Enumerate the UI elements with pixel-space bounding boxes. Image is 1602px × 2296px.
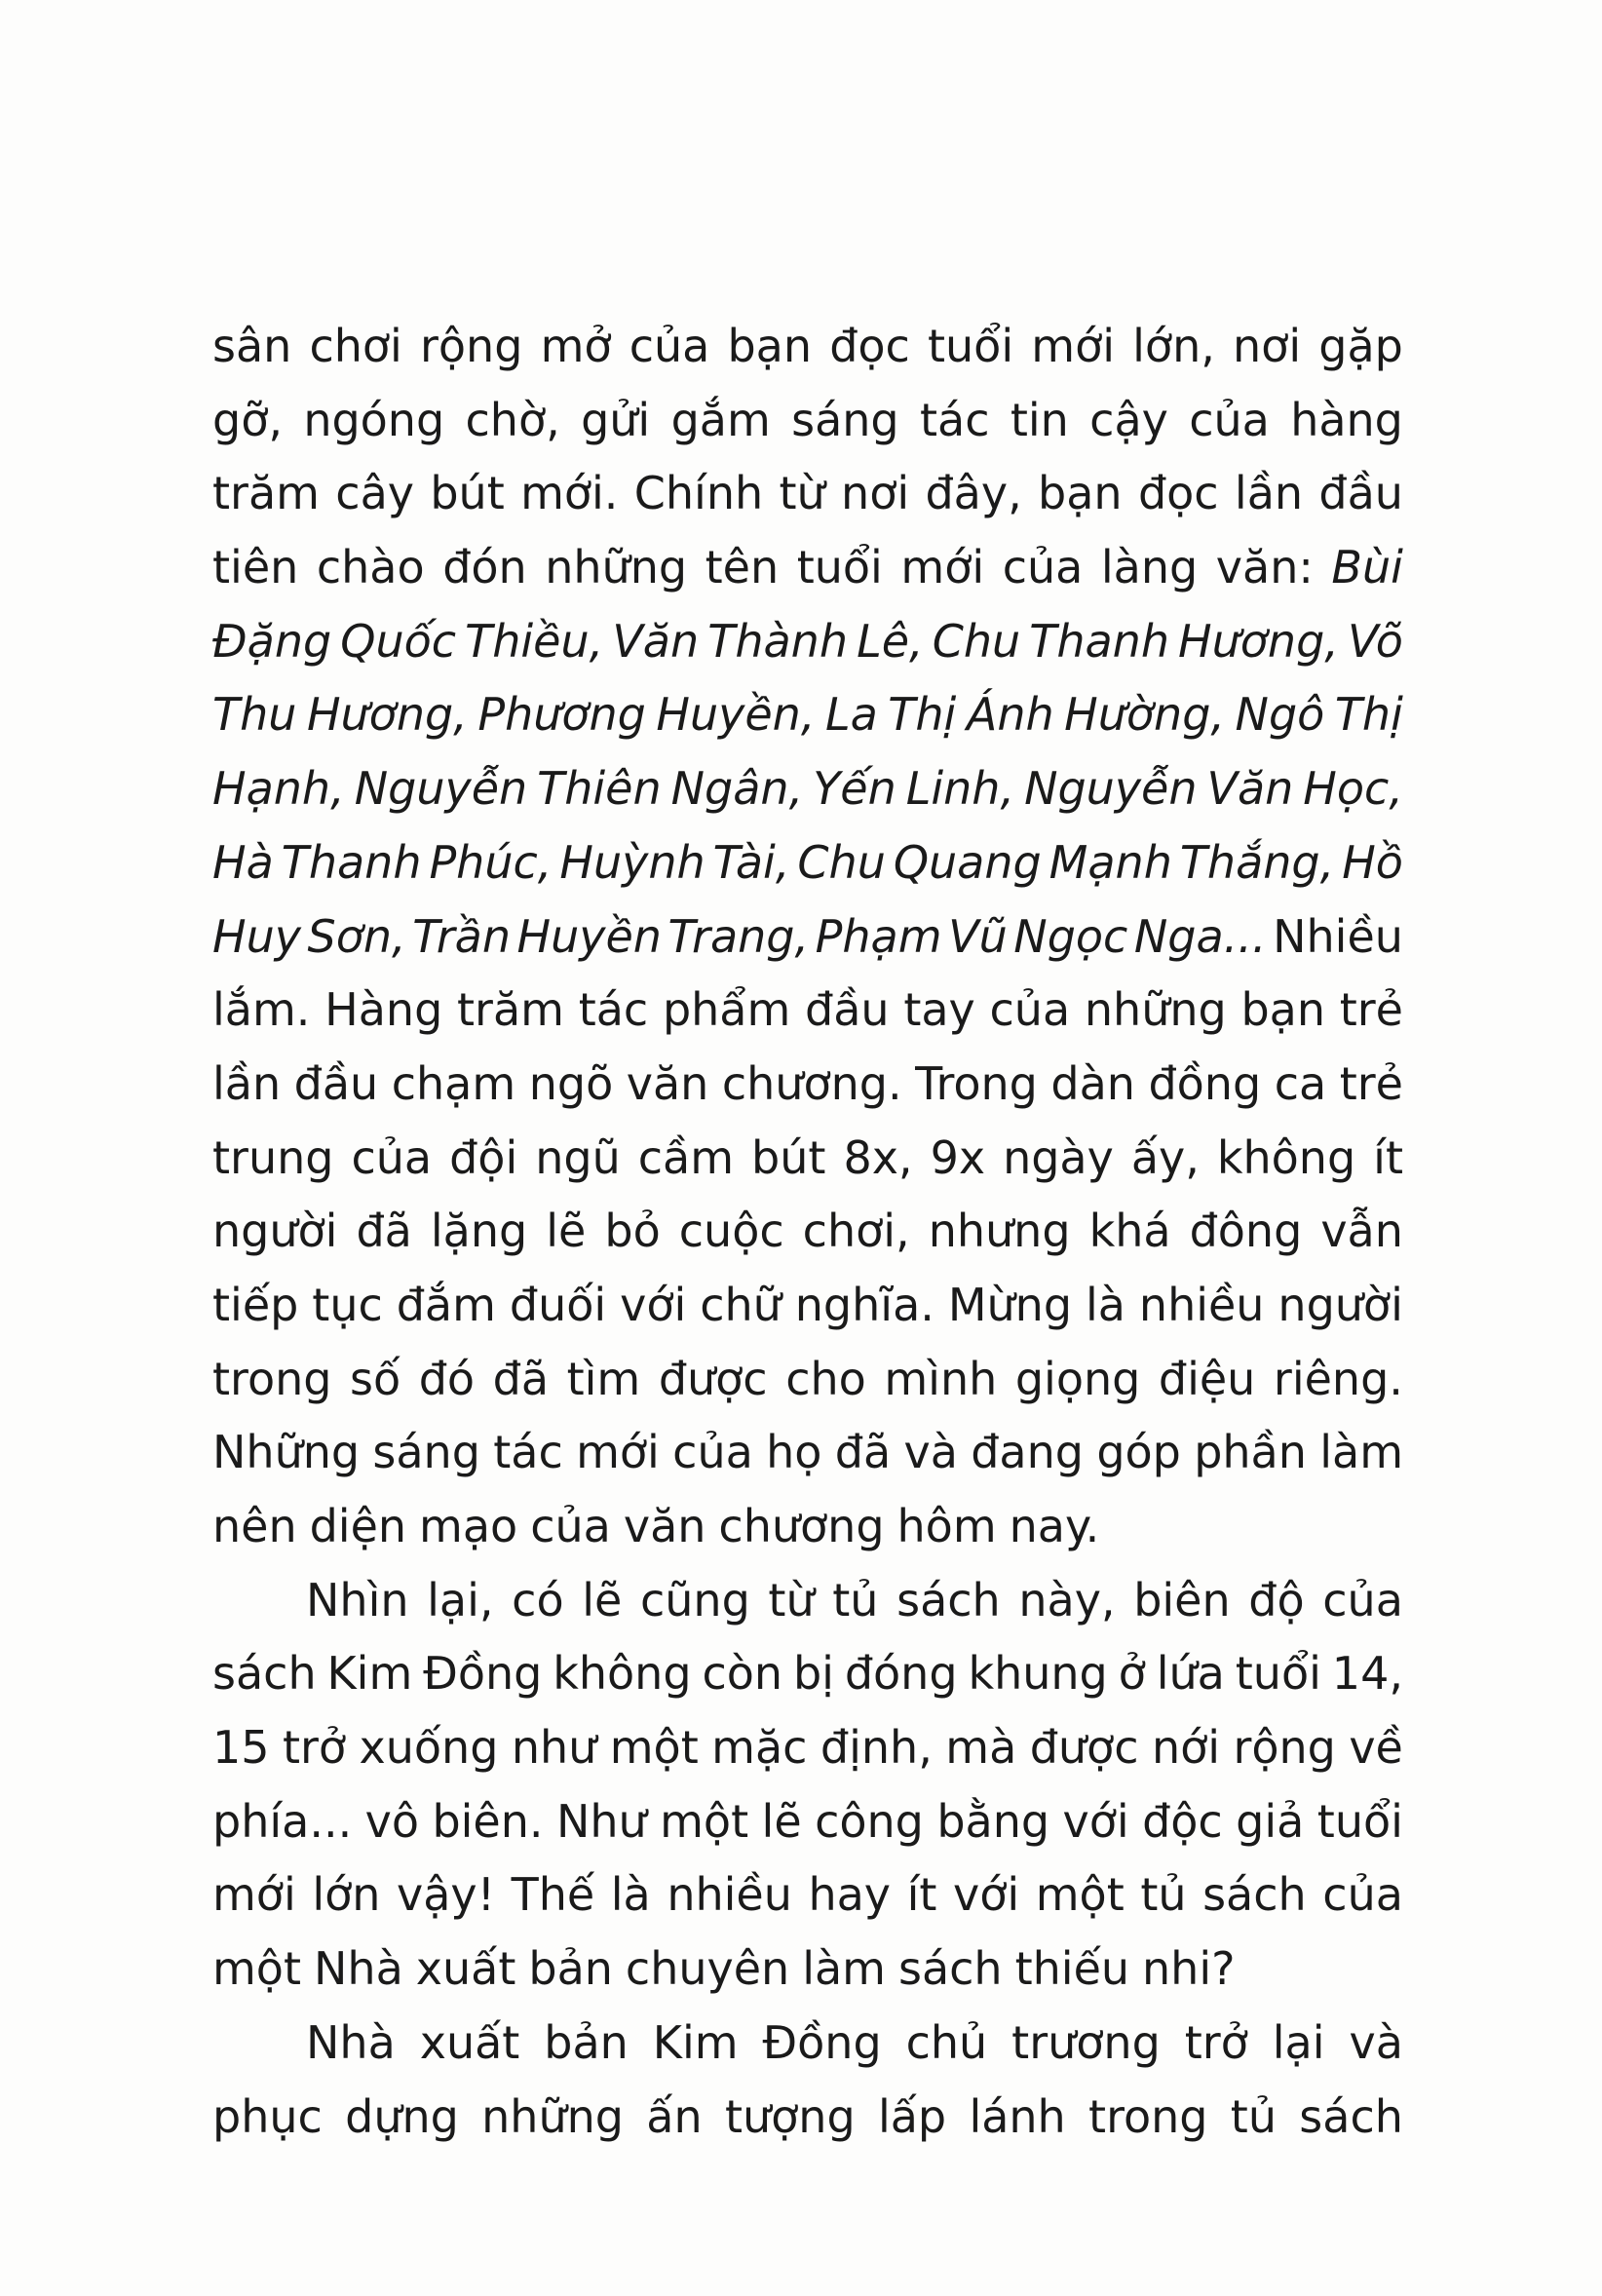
word: đầu bbox=[293, 1056, 379, 1110]
word: Như bbox=[555, 1794, 647, 1848]
word: trở bbox=[282, 1721, 347, 1775]
word: trung bbox=[212, 1130, 334, 1184]
word: tuổi bbox=[796, 541, 883, 594]
word: hàng bbox=[1290, 393, 1403, 446]
word: với bbox=[620, 1278, 687, 1331]
word: độc bbox=[1142, 1794, 1223, 1848]
word: Thế bbox=[511, 1868, 595, 1922]
word: chào bbox=[316, 541, 425, 594]
italic-word: Chu bbox=[797, 835, 886, 889]
word: diện bbox=[309, 1500, 407, 1552]
word: Nhìn bbox=[306, 1573, 409, 1626]
word: ca bbox=[1274, 1056, 1327, 1110]
word: lứa bbox=[1156, 1647, 1225, 1701]
word: trăm bbox=[457, 983, 564, 1037]
word: gửi bbox=[581, 393, 651, 446]
text-line bbox=[212, 1048, 1403, 1122]
word: lắm. bbox=[212, 983, 311, 1037]
word: được bbox=[1029, 1721, 1139, 1775]
word: sách bbox=[1299, 2089, 1403, 2143]
word: 14, bbox=[1331, 1647, 1403, 1701]
italic-word: Thành bbox=[707, 614, 848, 668]
word: cây bbox=[335, 467, 414, 520]
word: bản bbox=[528, 1942, 613, 1996]
italic-word: Phạm bbox=[815, 909, 942, 963]
word: người bbox=[212, 1205, 338, 1258]
word: nới bbox=[1151, 1721, 1221, 1775]
word: Kim bbox=[326, 1647, 413, 1701]
italic-word: Ngọc bbox=[1013, 909, 1128, 963]
word: Kim bbox=[652, 2015, 739, 2069]
word: ấy, bbox=[1130, 1130, 1200, 1184]
text-line bbox=[212, 605, 1403, 679]
word: nơi bbox=[1233, 320, 1302, 372]
word: tiếp bbox=[212, 1278, 299, 1331]
word: ngũ bbox=[535, 1130, 621, 1184]
word: hay bbox=[808, 1868, 892, 1922]
word: định, bbox=[820, 1721, 933, 1775]
word: Những bbox=[212, 1426, 361, 1479]
italic-word: Huyền bbox=[516, 909, 662, 963]
word: về bbox=[1349, 1721, 1403, 1775]
text-line bbox=[212, 531, 1403, 605]
word: tìm bbox=[566, 1352, 641, 1405]
word: vẫn bbox=[1320, 1205, 1403, 1258]
text-line bbox=[212, 1932, 1403, 2007]
word: gặp bbox=[1318, 320, 1403, 372]
text-line bbox=[212, 384, 1403, 458]
word: nay. bbox=[1009, 1500, 1100, 1552]
italic-word: Huy bbox=[212, 909, 301, 963]
word: đắm bbox=[396, 1278, 496, 1331]
word: đông bbox=[1189, 1205, 1303, 1258]
italic-word: Mạnh bbox=[1049, 835, 1172, 889]
word: lại, bbox=[427, 1573, 494, 1626]
text-line bbox=[212, 900, 1403, 975]
word: cũng bbox=[639, 1573, 750, 1626]
word: của bbox=[1189, 393, 1270, 446]
word: lẽ bbox=[546, 1205, 587, 1258]
word: chờ, bbox=[465, 393, 560, 446]
word: là bbox=[1086, 1278, 1125, 1331]
text-line bbox=[212, 1122, 1403, 1196]
word: của bbox=[989, 983, 1071, 1037]
italic-word: Thị bbox=[1334, 688, 1403, 742]
word: của bbox=[629, 320, 710, 372]
word: mới bbox=[1031, 320, 1115, 372]
word: tin bbox=[1010, 393, 1069, 446]
word: ngóng bbox=[303, 393, 445, 446]
word: xuất bbox=[419, 2015, 520, 2069]
word: tượng bbox=[724, 2089, 856, 2143]
word: được bbox=[658, 1352, 768, 1405]
word: ít bbox=[1373, 1130, 1403, 1184]
word: chơi, bbox=[802, 1205, 910, 1258]
italic-word: Sơn, bbox=[307, 909, 406, 963]
word: rộng bbox=[1233, 1721, 1336, 1775]
text-line bbox=[212, 1269, 1403, 1343]
word: một bbox=[212, 1942, 301, 1996]
word: đội bbox=[449, 1130, 518, 1184]
word: của bbox=[1322, 1573, 1403, 1626]
word: lặng bbox=[430, 1205, 528, 1258]
word: 15 bbox=[212, 1721, 270, 1775]
italic-word: Thắng, bbox=[1179, 835, 1335, 889]
word: Đồng bbox=[423, 1647, 543, 1701]
word: bạn bbox=[1038, 467, 1123, 520]
word: công bbox=[815, 1794, 924, 1848]
word: bạn bbox=[1240, 983, 1325, 1037]
italic-word: Ngân, bbox=[670, 762, 804, 816]
word: tên bbox=[705, 541, 780, 594]
word: không bbox=[1216, 1130, 1356, 1184]
italic-word: Thị bbox=[888, 688, 957, 742]
word: ít bbox=[906, 1868, 937, 1922]
word: thiếu bbox=[1014, 1942, 1130, 1996]
word: đang bbox=[971, 1426, 1084, 1479]
italic-word: Quang bbox=[893, 835, 1042, 889]
word: làm bbox=[802, 1942, 886, 1996]
italic-word: Yến bbox=[813, 762, 896, 816]
italic-word: Thiên bbox=[537, 762, 662, 816]
word: mở bbox=[540, 320, 612, 372]
word: Nhà bbox=[314, 1942, 403, 1996]
word: mình bbox=[884, 1352, 998, 1405]
italic-word: Ánh bbox=[966, 688, 1054, 742]
word: cậy bbox=[1089, 393, 1168, 446]
word: Trong bbox=[915, 1056, 1038, 1110]
word: một bbox=[1035, 1868, 1125, 1922]
italic-word: Phúc, bbox=[429, 835, 553, 889]
word: đó bbox=[418, 1352, 476, 1405]
word: một bbox=[609, 1721, 699, 1775]
word: làm bbox=[1319, 1426, 1403, 1479]
word: văn bbox=[626, 1056, 709, 1110]
word: xuống bbox=[359, 1721, 499, 1775]
italic-word: Nguyễn bbox=[354, 762, 528, 816]
word: trẻ bbox=[1339, 983, 1403, 1037]
word: đồng bbox=[1148, 1056, 1262, 1110]
word: số bbox=[350, 1352, 401, 1405]
word: không bbox=[553, 1647, 692, 1701]
word: những bbox=[545, 541, 688, 594]
italic-word: Nguyễn bbox=[1024, 762, 1198, 816]
italic-word: Lê, bbox=[857, 614, 924, 668]
text-line bbox=[212, 1564, 1403, 1638]
word: nhiều bbox=[667, 1868, 792, 1922]
word: tác bbox=[919, 393, 990, 446]
text-line bbox=[212, 1195, 1403, 1269]
word: và bbox=[903, 1426, 958, 1479]
word: bỏ bbox=[604, 1205, 661, 1258]
word: trong bbox=[1088, 2089, 1208, 2143]
word: chơi bbox=[309, 320, 402, 372]
word: tủ bbox=[1230, 2089, 1277, 2143]
word: Chính bbox=[633, 467, 764, 520]
italic-word: Hồ bbox=[1342, 835, 1403, 889]
word: phía... bbox=[212, 1794, 353, 1848]
word: đuối bbox=[509, 1278, 607, 1331]
word: đón bbox=[442, 541, 527, 594]
word: độ bbox=[1248, 1573, 1305, 1626]
word: của bbox=[1322, 1868, 1403, 1922]
word: đầu bbox=[805, 983, 890, 1037]
word: đã bbox=[492, 1352, 550, 1405]
italic-word: Trần bbox=[412, 909, 511, 963]
word: lánh bbox=[969, 2089, 1066, 2143]
word: tác bbox=[578, 983, 649, 1037]
word: dựng bbox=[345, 2089, 459, 2143]
word: với bbox=[953, 1868, 1020, 1922]
word: lần bbox=[1234, 467, 1304, 520]
word: đầu bbox=[1318, 467, 1403, 520]
word: chuyên bbox=[625, 1942, 790, 1996]
word: đây, bbox=[925, 467, 1022, 520]
word: Đồng bbox=[762, 2015, 882, 2069]
word: nhi? bbox=[1142, 1942, 1236, 1996]
word: mới bbox=[900, 541, 985, 594]
word: sáng bbox=[372, 1426, 480, 1479]
word: lớn, bbox=[1132, 320, 1215, 372]
word: người bbox=[1278, 1278, 1403, 1331]
word: nên bbox=[212, 1500, 297, 1552]
word: có bbox=[512, 1573, 564, 1626]
word: phần bbox=[1194, 1426, 1307, 1479]
word: chương bbox=[718, 1500, 885, 1552]
word: bút bbox=[430, 467, 505, 520]
text-line bbox=[212, 1637, 1403, 1711]
word: lớn bbox=[312, 1868, 381, 1922]
word: là bbox=[610, 1868, 651, 1922]
italic-word: Văn bbox=[612, 614, 700, 668]
italic-word: Thu bbox=[212, 688, 297, 742]
word: tuổi bbox=[927, 320, 1014, 372]
word: bị bbox=[792, 1647, 834, 1701]
word: mặc bbox=[711, 1721, 808, 1775]
italic-word: Văn bbox=[1206, 762, 1294, 816]
word: ở bbox=[1118, 1647, 1146, 1701]
word: mạo bbox=[419, 1500, 518, 1552]
text-line bbox=[212, 457, 1403, 531]
word: nhưng bbox=[928, 1205, 1071, 1258]
word: nghĩa. bbox=[794, 1278, 934, 1331]
word: vô bbox=[364, 1794, 420, 1848]
word: ngày bbox=[1003, 1130, 1114, 1184]
word: như bbox=[511, 1721, 597, 1775]
italic-word: Huyền, bbox=[656, 688, 816, 742]
word: nơi bbox=[841, 467, 910, 520]
word: sách bbox=[897, 1942, 1003, 1996]
word: trở bbox=[1184, 2015, 1248, 2069]
word: tủ bbox=[832, 1573, 879, 1626]
word: ấn bbox=[646, 2089, 703, 2143]
word: cầm bbox=[637, 1130, 735, 1184]
word: mà bbox=[945, 1721, 1017, 1775]
italic-word: Quốc bbox=[340, 614, 457, 668]
word: 9x bbox=[930, 1130, 986, 1184]
italic-word: Linh, bbox=[905, 762, 1015, 816]
italic-word: Hà bbox=[212, 835, 274, 889]
word: Hàng bbox=[324, 983, 443, 1037]
italic-word: Thanh bbox=[281, 835, 422, 889]
word: bản bbox=[544, 2015, 629, 2069]
text-line bbox=[212, 752, 1403, 826]
word: riêng. bbox=[1273, 1352, 1403, 1405]
text-line bbox=[212, 826, 1403, 900]
word: xuất bbox=[415, 1942, 516, 1996]
word: từ bbox=[779, 467, 825, 520]
word: phục bbox=[212, 2089, 323, 2143]
word: khung bbox=[968, 1647, 1108, 1701]
word: sáng bbox=[791, 393, 899, 446]
word: tủ bbox=[1140, 1868, 1187, 1922]
word: bút bbox=[751, 1130, 826, 1184]
word: và bbox=[1349, 2015, 1403, 2069]
text-line bbox=[212, 1711, 1403, 1785]
word: sách bbox=[1202, 1868, 1307, 1922]
word: của bbox=[351, 1130, 433, 1184]
word: đã bbox=[834, 1426, 892, 1479]
word: trẻ bbox=[1339, 1056, 1403, 1110]
word: gắm bbox=[670, 393, 771, 446]
italic-word: Trang, bbox=[668, 909, 810, 963]
word: chủ bbox=[905, 2015, 988, 2069]
italic-word: Bùi bbox=[1331, 541, 1403, 594]
italic-word: Hạnh, bbox=[212, 762, 345, 816]
word: sân bbox=[212, 320, 292, 372]
word: cho bbox=[785, 1352, 866, 1405]
text-line bbox=[212, 678, 1403, 752]
word: những bbox=[481, 2089, 624, 2143]
word: nhiều bbox=[1138, 1278, 1265, 1331]
word: của bbox=[672, 1426, 753, 1479]
word: văn bbox=[623, 1500, 706, 1552]
word: tuổi bbox=[1235, 1647, 1321, 1701]
word: hôm bbox=[896, 1500, 997, 1552]
word: từ bbox=[768, 1573, 815, 1626]
word: mới bbox=[212, 1868, 296, 1922]
italic-word: Đặng bbox=[212, 614, 332, 668]
italic-word: Hường, bbox=[1064, 688, 1226, 742]
text-line bbox=[212, 974, 1403, 1048]
word: của bbox=[1002, 541, 1084, 594]
word: giả bbox=[1236, 1794, 1305, 1848]
word: rộng bbox=[420, 320, 523, 372]
word: bạn bbox=[727, 320, 813, 372]
word: với bbox=[1062, 1794, 1129, 1848]
italic-word: Hương, bbox=[1178, 614, 1339, 668]
word: tiên bbox=[212, 541, 299, 594]
word: 8x, bbox=[843, 1130, 913, 1184]
word: Nhiều bbox=[1273, 909, 1403, 963]
word: đọc bbox=[1137, 467, 1219, 520]
word: làng bbox=[1100, 541, 1199, 594]
word: mới bbox=[576, 1426, 660, 1479]
word: đọc bbox=[829, 320, 910, 372]
italic-word: Hương, bbox=[306, 688, 468, 742]
word: sách bbox=[212, 1647, 317, 1701]
word: những bbox=[1084, 983, 1227, 1037]
word: lẽ bbox=[582, 1573, 623, 1626]
word: lấp bbox=[877, 2089, 947, 2143]
word: gỡ, bbox=[212, 393, 283, 446]
word: góp bbox=[1096, 1426, 1181, 1479]
word: khá bbox=[1088, 1205, 1171, 1258]
word: đã bbox=[356, 1205, 412, 1258]
word: trăm bbox=[212, 467, 320, 520]
text-line bbox=[212, 1858, 1403, 1932]
italic-word: Học, bbox=[1303, 762, 1403, 816]
word: Nhà bbox=[306, 2015, 396, 2069]
italic-word: Võ bbox=[1348, 614, 1403, 668]
word: biên bbox=[1133, 1573, 1231, 1626]
italic-word: Ngô bbox=[1235, 688, 1325, 742]
word: này, bbox=[1018, 1573, 1116, 1626]
italic-word: Thanh bbox=[1029, 614, 1169, 668]
word: dàn bbox=[1050, 1056, 1135, 1110]
word: lẽ bbox=[761, 1794, 802, 1848]
word: một bbox=[660, 1794, 749, 1848]
word: trong bbox=[212, 1352, 332, 1405]
word: chương. bbox=[721, 1056, 902, 1110]
word: văn: bbox=[1215, 541, 1314, 594]
word: vậy! bbox=[396, 1868, 496, 1922]
word: chạm bbox=[391, 1056, 516, 1110]
word: tay bbox=[903, 983, 975, 1037]
italic-word: Tài, bbox=[712, 835, 790, 889]
word: còn bbox=[702, 1647, 783, 1701]
italic-word: Huỳnh bbox=[559, 835, 706, 889]
word: của bbox=[530, 1500, 611, 1552]
word: trương bbox=[1011, 2015, 1161, 2069]
word: lại bbox=[1272, 2015, 1325, 2069]
text-line bbox=[212, 1416, 1403, 1490]
word: bằng bbox=[936, 1794, 1050, 1848]
text-line bbox=[212, 2007, 1403, 2081]
word: tục bbox=[312, 1278, 383, 1331]
italic-word: Chu bbox=[932, 614, 1021, 668]
text-line bbox=[212, 1785, 1403, 1859]
italic-word: Thiều, bbox=[465, 614, 604, 668]
italic-word: Vũ bbox=[948, 909, 1008, 963]
word: đóng bbox=[844, 1647, 958, 1701]
italic-word: La bbox=[824, 688, 878, 742]
word: Mừng bbox=[947, 1278, 1073, 1331]
word: mới. bbox=[520, 467, 619, 520]
text-line bbox=[212, 1490, 1403, 1564]
word: họ bbox=[766, 1426, 822, 1479]
italic-word: Phương bbox=[477, 688, 646, 742]
word: lần bbox=[212, 1056, 282, 1110]
word: phẩm bbox=[662, 983, 791, 1037]
word: cuộc bbox=[678, 1205, 784, 1258]
word: điệu bbox=[1158, 1352, 1256, 1405]
word: ngõ bbox=[528, 1056, 614, 1110]
text-line bbox=[212, 310, 1403, 384]
text-line bbox=[212, 2081, 1403, 2155]
word: tuổi bbox=[1316, 1794, 1403, 1848]
word: chữ bbox=[700, 1278, 782, 1331]
word: tác bbox=[493, 1426, 563, 1479]
body-text bbox=[212, 310, 1403, 2154]
word: giọng bbox=[1014, 1352, 1141, 1405]
word: biên. bbox=[432, 1794, 544, 1848]
text-line bbox=[212, 1343, 1403, 1417]
word: sách bbox=[896, 1573, 1001, 1626]
italic-word: Nga... bbox=[1133, 909, 1267, 963]
